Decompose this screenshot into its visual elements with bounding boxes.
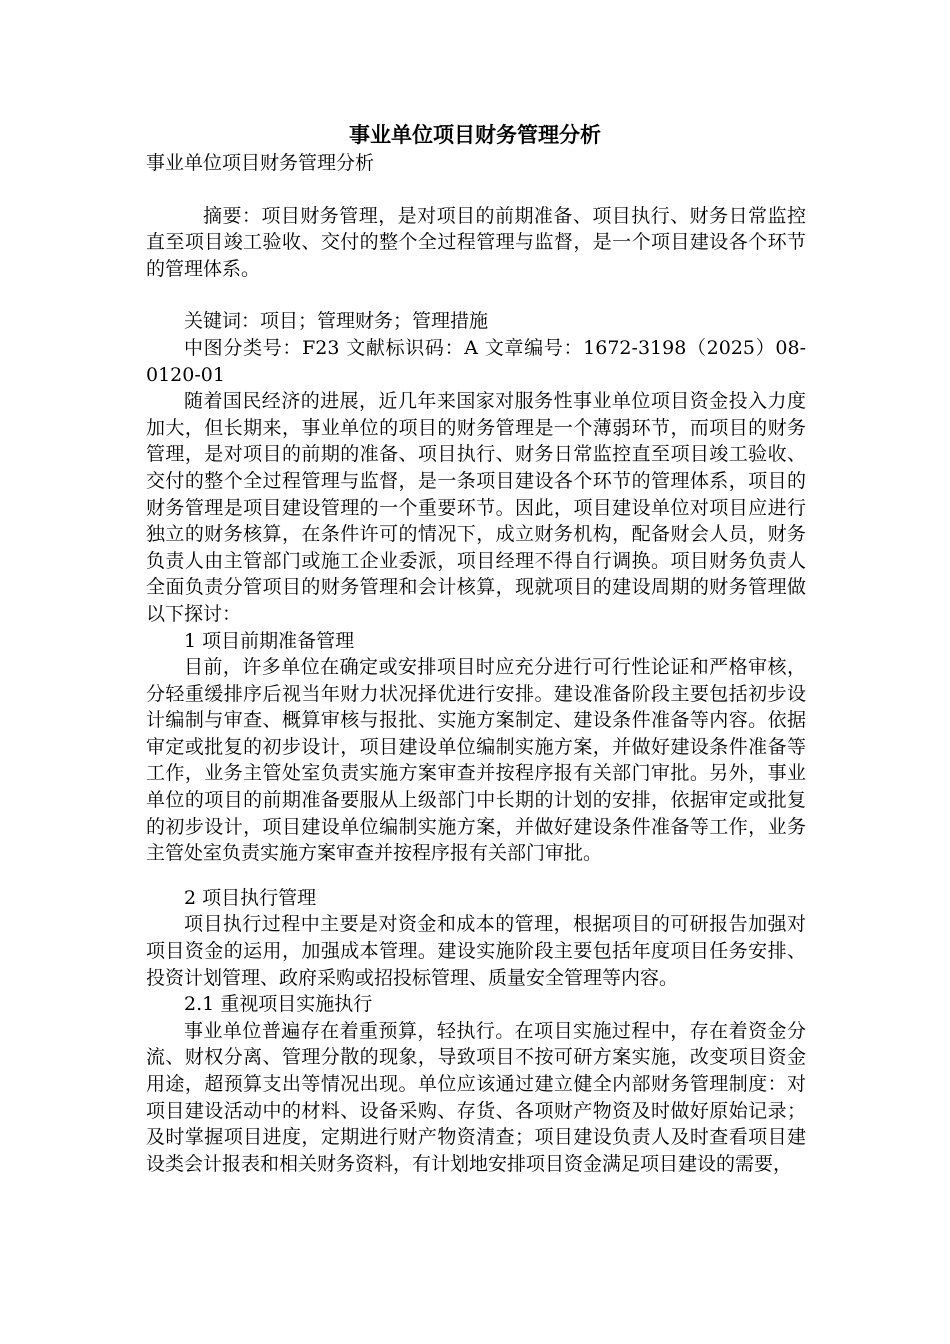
keywords-line: 关键词：项目；管理财务；管理措施: [184, 310, 489, 333]
document-subtitle: 事业单位项目财务管理分析: [146, 152, 375, 174]
section-2-heading: 2 项目执行管理: [184, 886, 317, 909]
section-2-paragraph: 项目执行过程中主要是对资金和成本的管理，根据项目的可研报告加强对项目资金的运用，加强成本管理。建设实施阶段主要包括年度项目任务安排、投资计划管理、政府采购或招投标管理、质量安全管理等内容。: [146, 913, 806, 989]
document-body: [146, 150, 806, 1177]
classification-line: 中图分类号：F23 文献标识码：A 文章编号：1672-3198（2025）08-0120-01: [146, 336, 806, 386]
section-2-1-paragraph: 事业单位普遍存在着重预算，轻执行。在项目实施过程中，存在着资金分流、财权分离、管理分散的现象，导致项目不按可研方案实施，改变项目资金用途，超预算支出等情况出现。单位应该通过建立健全内部财务管理制度：对项目建设活动中的材料、设备采购、存货、各项财产物资及时做好原始记录；及时掌握项目进度，定期进行财产物资清查；项目建设负责人及时查看项目建设类会计报表和相关财务资料，有计划地安排项目资金满足项目建设的需要，: [146, 1019, 806, 1175]
abstract-paragraph: 摘要：项目财务管理，是对项目的前期准备、项目执行、财务日常监控直至项目竣工验收、交付的整个全过程管理与监督，是一个项目建设各个环节的管理体系。: [146, 204, 806, 280]
section-1-paragraph: 目前，许多单位在确定或安排项目时应充分进行可行性论证和严格审核，分轻重缓排序后视当年财力状况择优进行安排。建设准备阶段主要包括初步设计编制与审查、概算审核与报批、实施方案制定、建设条件准备等内容。依据审定或批复的初步设计，项目建设单位编制实施方案，并做好建设条件准备等工作，业务主管处室负责实施方案审查并按程序报有关部门审批。另外，事业单位的项目的前期准备要服从上级部门中长期的计划的安排，依据审定或批复的初步设计，项目建设单位编制实施方案，并做好建设条件准备等工作，业务主管处室负责实施方案审查并按程序报有关部门审批。: [146, 656, 806, 865]
intro-paragraph: 随着国民经济的进展，近几年来国家对服务性事业单位项目资金投入力度加大，但长期来，事业单位的项目的财务管理是一个薄弱环节，而项目的财务管理，是对项目的前期的准备、项目执行、财务日常监控直至项目竣工验收、交付的整个全过程管理与监督，是一条项目建设各个环节的管理体系，项目的财务管理是项目建设管理的一个重要环节。因此，项目建设单位对项目应进行独立的财务核算，在条件许可的情况下，成立财务机构，配备财会人员，财务负责人由主管部门或施工企业委派，项目经理不得自行调换。项目财务负责人全面负责分管项目的财务管理和会计核算，现就项目的建设周期的财务管理做以下探讨：: [146, 390, 806, 625]
spacer: [146, 177, 806, 203]
section-1-heading: 1 项目前期准备管理: [184, 629, 355, 652]
spacer: [146, 867, 806, 885]
spacer: [146, 282, 806, 308]
section-2-1-heading: 2.1 重视项目实施执行: [184, 993, 373, 1016]
document-title: 事业单位项目财务管理分析: [349, 123, 601, 147]
